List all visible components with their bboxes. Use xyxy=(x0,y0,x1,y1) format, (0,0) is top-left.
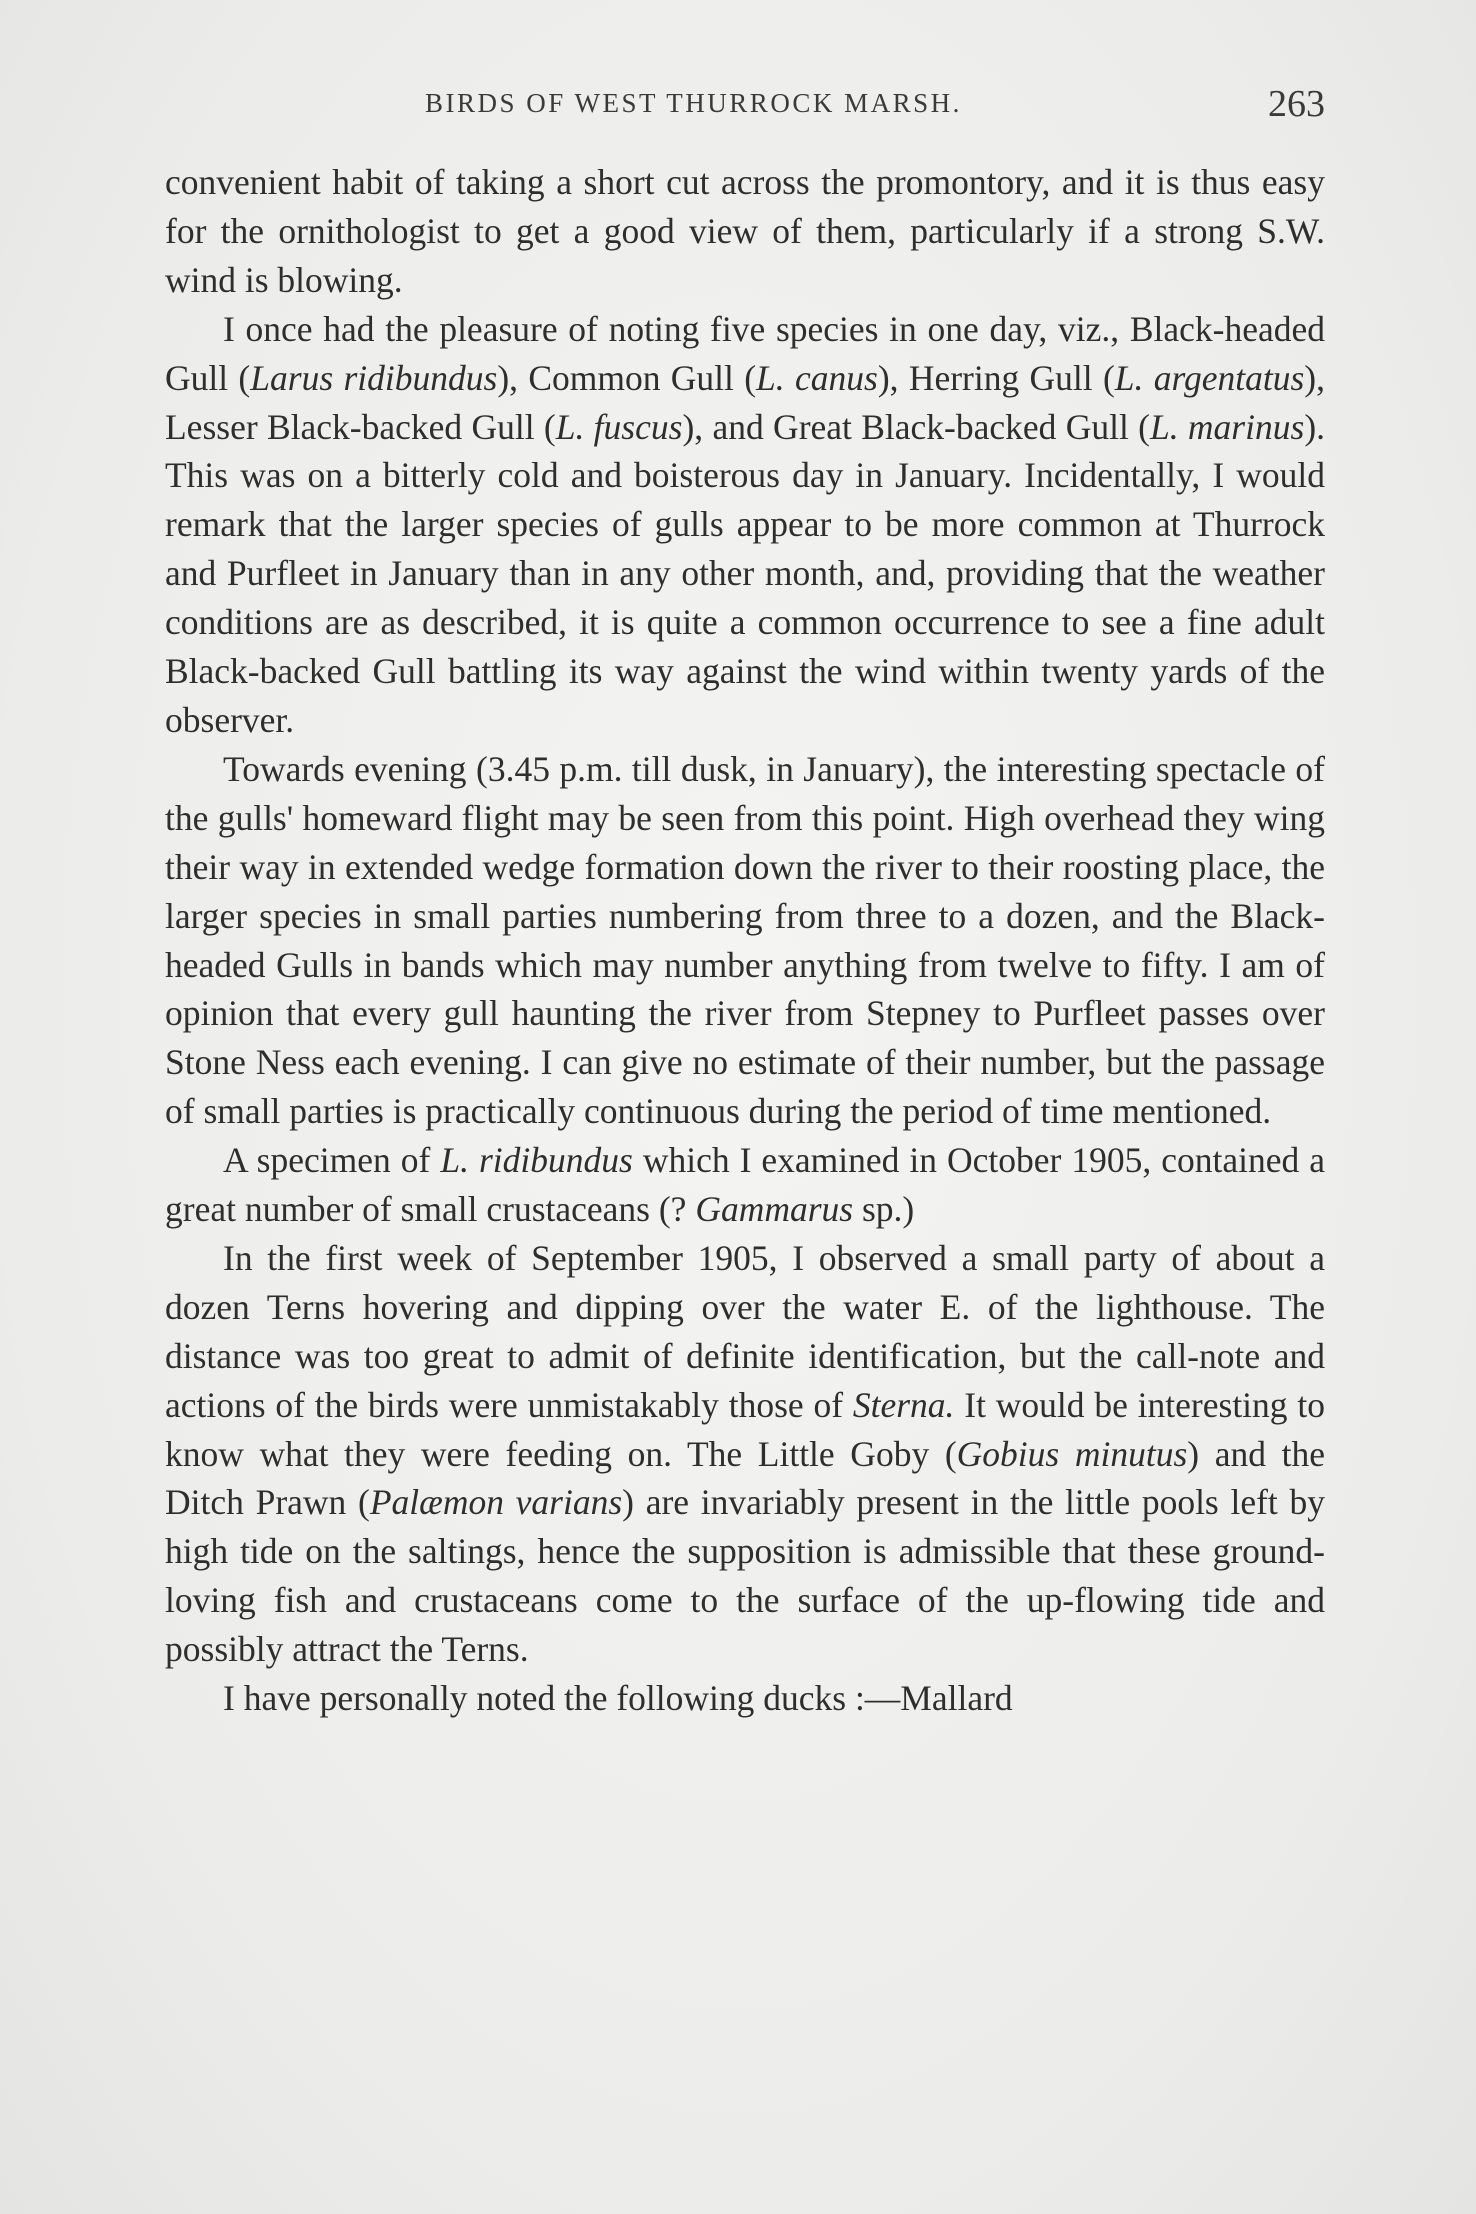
italic-text: Palæmon varians xyxy=(369,1482,623,1523)
italic-text: Gammarus xyxy=(695,1189,854,1230)
text-run: convenient habit of taking a short cut across the promontory, and it is thus easy for the ornithologist to get a good view of them, particularly if a strong S.W. wind is blowing. xyxy=(165,162,1325,300)
italic-text: L. marinus xyxy=(1149,406,1305,447)
page-number: 263 xyxy=(1268,83,1325,125)
italic-text: L. ridibundus xyxy=(440,1140,633,1181)
text-run: ) are invariably present in the little pools left by high tide on the saltings, hence the supposition is admissible that these ground-loving fish and crustaceans come to the surface of the up-flowing tide and possibly attract the Terns. xyxy=(165,1482,1325,1670)
text-run: It would be interesting to know what they were feeding on. The Little Goby ( xyxy=(165,1384,1325,1474)
paragraph xyxy=(165,1136,1325,1234)
text-run: ), Lesser Black-backed Gull ( xyxy=(165,357,1325,447)
italic-text: Larus ridibundus xyxy=(250,357,498,398)
text-run: A specimen of xyxy=(223,1140,441,1181)
body-text xyxy=(165,158,1325,1723)
page-header xyxy=(165,82,1325,132)
paragraph xyxy=(165,1674,1325,1723)
text-run: ), Herring Gull ( xyxy=(877,357,1115,398)
paragraph xyxy=(165,745,1325,1136)
text-run: ), Common Gull ( xyxy=(497,357,757,398)
text-run: which I examined in October 1905, contained a great number of small crustaceans (? xyxy=(165,1140,1325,1230)
text-run: ), and Great Black-backed Gull ( xyxy=(682,406,1150,447)
text-run: I have personally noted the following ducks :—Mallard xyxy=(223,1678,1013,1719)
paragraph xyxy=(165,158,1325,305)
italic-text: L. fuscus xyxy=(555,406,683,447)
italic-text: L. argentatus xyxy=(1114,357,1305,398)
text-run: ) and the Ditch Prawn ( xyxy=(165,1433,1325,1523)
running-head: BIRDS OF WEST THURROCK MARSH. xyxy=(425,88,962,118)
italic-text: Gobius minutus xyxy=(956,1433,1188,1474)
text-run: sp.) xyxy=(853,1189,915,1230)
italic-text: L. canus xyxy=(756,357,878,398)
text-run: I once had the pleasure of noting five species in one day, viz., Black-headed Gull ( xyxy=(165,308,1325,398)
paragraph xyxy=(165,1234,1325,1674)
text-run: In the first week of September 1905, I observed a small party of about a dozen Terns hovering and dipping over the water E. of the lighthouse. The distance was too great to admit of definite identification, but the call-note and actions of the birds were unmistakably those of xyxy=(165,1237,1325,1425)
italic-text: Sterna. xyxy=(852,1384,955,1425)
text-run: ). This was on a bitterly cold and boisterous day in January. Incidentally, I would remark that the larger species of gulls appear to be more common at Thurrock and Purfleet in January than in any other month, and, providing that the weather conditions are as described, it is quite a common occurrence to see a fine adult Black-backed Gull battling its way against the wind within twenty yards of the observer. xyxy=(165,406,1326,740)
paragraph xyxy=(165,305,1325,745)
text-run: Towards evening (3.45 p.m. till dusk, in January), the interesting spectacle of the gulls' homeward flight may be seen from this point. High overhead they wing their way in extended wedge formation down the river to their roosting place, the larger species in small parties numbering from three to a dozen, and the Black-headed Gulls in bands which may number anything from twelve to fifty. I am of opinion that every gull haunting the river from Stepney to Purfleet passes over Stone Ness each evening. I can give no estimate of their number, but the passage of small parties is practically continuous during the period of time mentioned. xyxy=(165,748,1325,1132)
